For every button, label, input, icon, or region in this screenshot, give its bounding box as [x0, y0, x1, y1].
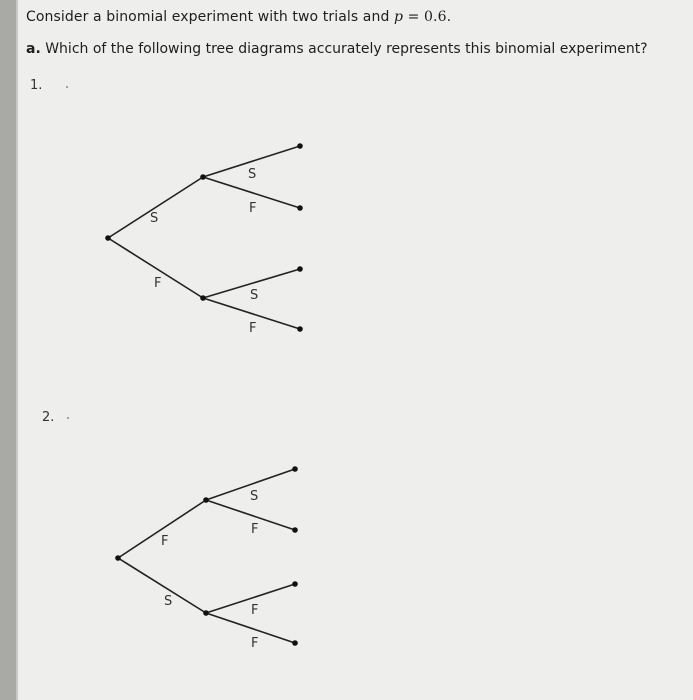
tree1-label-top: S — [150, 211, 159, 226]
tree2-label-upper-bottom: F — [251, 522, 259, 537]
question-text: Consider a binomial experiment with two trials and — [26, 9, 390, 25]
question-period: . — [446, 9, 452, 25]
tree2-branch-top — [118, 500, 206, 558]
tree2-upper-node — [203, 497, 209, 503]
part-a-text: Which of the following tree diagrams accurately represents this binomial experiment? — [45, 41, 648, 57]
tree2-label-lower-top: F — [251, 603, 259, 618]
tree2-leaf-4 — [292, 640, 298, 646]
option-2-label[interactable]: 2. — [42, 410, 55, 425]
tree1-label-upper-bottom: F — [249, 201, 257, 216]
tree2-leaf-1 — [292, 466, 298, 472]
tree1-label-lower-top: S — [250, 288, 259, 303]
tree2-label-top: F — [161, 534, 169, 549]
p-value: 0.6 — [424, 9, 447, 25]
tree2-leaf-2 — [292, 527, 298, 533]
equals-sign: = — [407, 9, 420, 25]
part-a-label: a. — [26, 41, 41, 57]
option-1-label[interactable]: 1. — [30, 78, 43, 93]
tree2-leaf-3 — [292, 581, 298, 587]
question-content — [18, 0, 693, 700]
tree1-label-upper-top: S — [248, 167, 257, 182]
tree2-root-node — [115, 555, 121, 561]
tree1-label-bottom: F — [154, 276, 162, 291]
tree-diagram-2 — [18, 0, 693, 700]
tree1-label-lower-bottom: F — [249, 321, 257, 336]
tree2-label-bottom: S — [164, 594, 173, 609]
p-variable: p — [394, 9, 404, 25]
left-margin-bar — [0, 0, 16, 700]
tree2-label-lower-bottom: F — [251, 636, 259, 651]
tree2-branch-bottom — [118, 558, 206, 613]
tree2-lower-node — [203, 610, 209, 616]
tree2-label-upper-top: S — [250, 489, 259, 504]
